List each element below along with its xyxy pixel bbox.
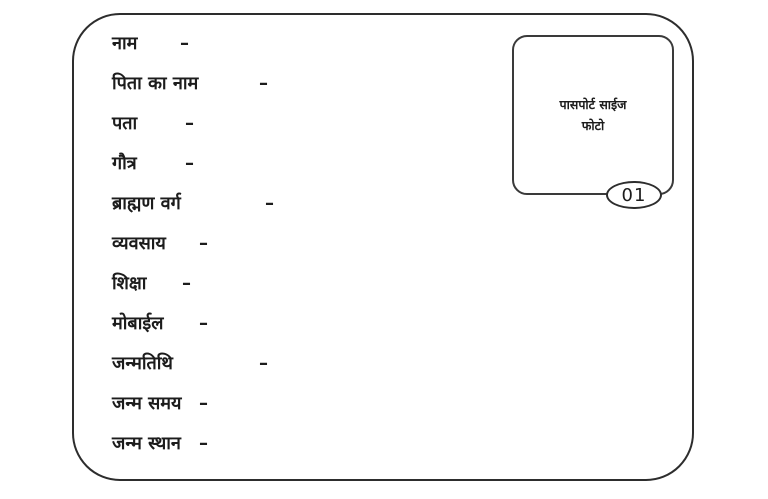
field-row-education bbox=[112, 263, 274, 303]
field-separator: – bbox=[259, 352, 268, 374]
fields-list bbox=[112, 23, 274, 463]
field-row-occupation bbox=[112, 223, 274, 263]
field-label: व्यवसाय bbox=[112, 233, 166, 254]
field-label: शिक्षा bbox=[112, 273, 147, 294]
field-separator: – bbox=[185, 112, 194, 134]
field-separator: – bbox=[199, 232, 208, 254]
field-row-birth-place bbox=[112, 423, 274, 463]
field-row-gotra bbox=[112, 143, 274, 183]
field-label: पता bbox=[112, 113, 138, 134]
photo-box-caption-line1: पासपोर्ट साईज bbox=[559, 97, 627, 112]
field-separator: – bbox=[185, 152, 194, 174]
field-row-name bbox=[112, 23, 274, 63]
field-label: मोबाईल bbox=[112, 313, 164, 334]
field-separator: – bbox=[199, 392, 208, 414]
field-label: जन्मतिथि bbox=[112, 353, 173, 374]
photo-box-caption bbox=[560, 94, 627, 136]
field-row-brahmin-varg bbox=[112, 183, 274, 223]
field-separator: – bbox=[259, 72, 268, 94]
field-label: जन्म समय bbox=[112, 393, 182, 414]
field-label: पिता का नाम bbox=[112, 73, 199, 94]
field-row-address bbox=[112, 103, 274, 143]
field-separator: – bbox=[199, 312, 208, 334]
field-row-birth-time bbox=[112, 383, 274, 423]
page-number-badge bbox=[606, 181, 662, 209]
field-separator: – bbox=[265, 192, 274, 214]
field-separator: – bbox=[180, 32, 189, 54]
field-separator: – bbox=[182, 272, 191, 294]
passport-photo-box bbox=[512, 35, 674, 206]
field-label: नाम bbox=[112, 33, 138, 54]
field-row-date-of-birth bbox=[112, 343, 274, 383]
page-number: 01 bbox=[621, 184, 647, 206]
field-row-fathers-name bbox=[112, 63, 274, 103]
field-label: जन्म स्थान bbox=[112, 433, 181, 454]
field-label: गौत्र bbox=[112, 153, 137, 174]
field-separator: – bbox=[199, 432, 208, 454]
form-border-frame bbox=[72, 13, 694, 481]
photo-box-caption-line2: फोटो bbox=[581, 118, 605, 133]
field-label: ब्राह्मण वर्ग bbox=[112, 193, 181, 214]
field-row-mobile bbox=[112, 303, 274, 343]
